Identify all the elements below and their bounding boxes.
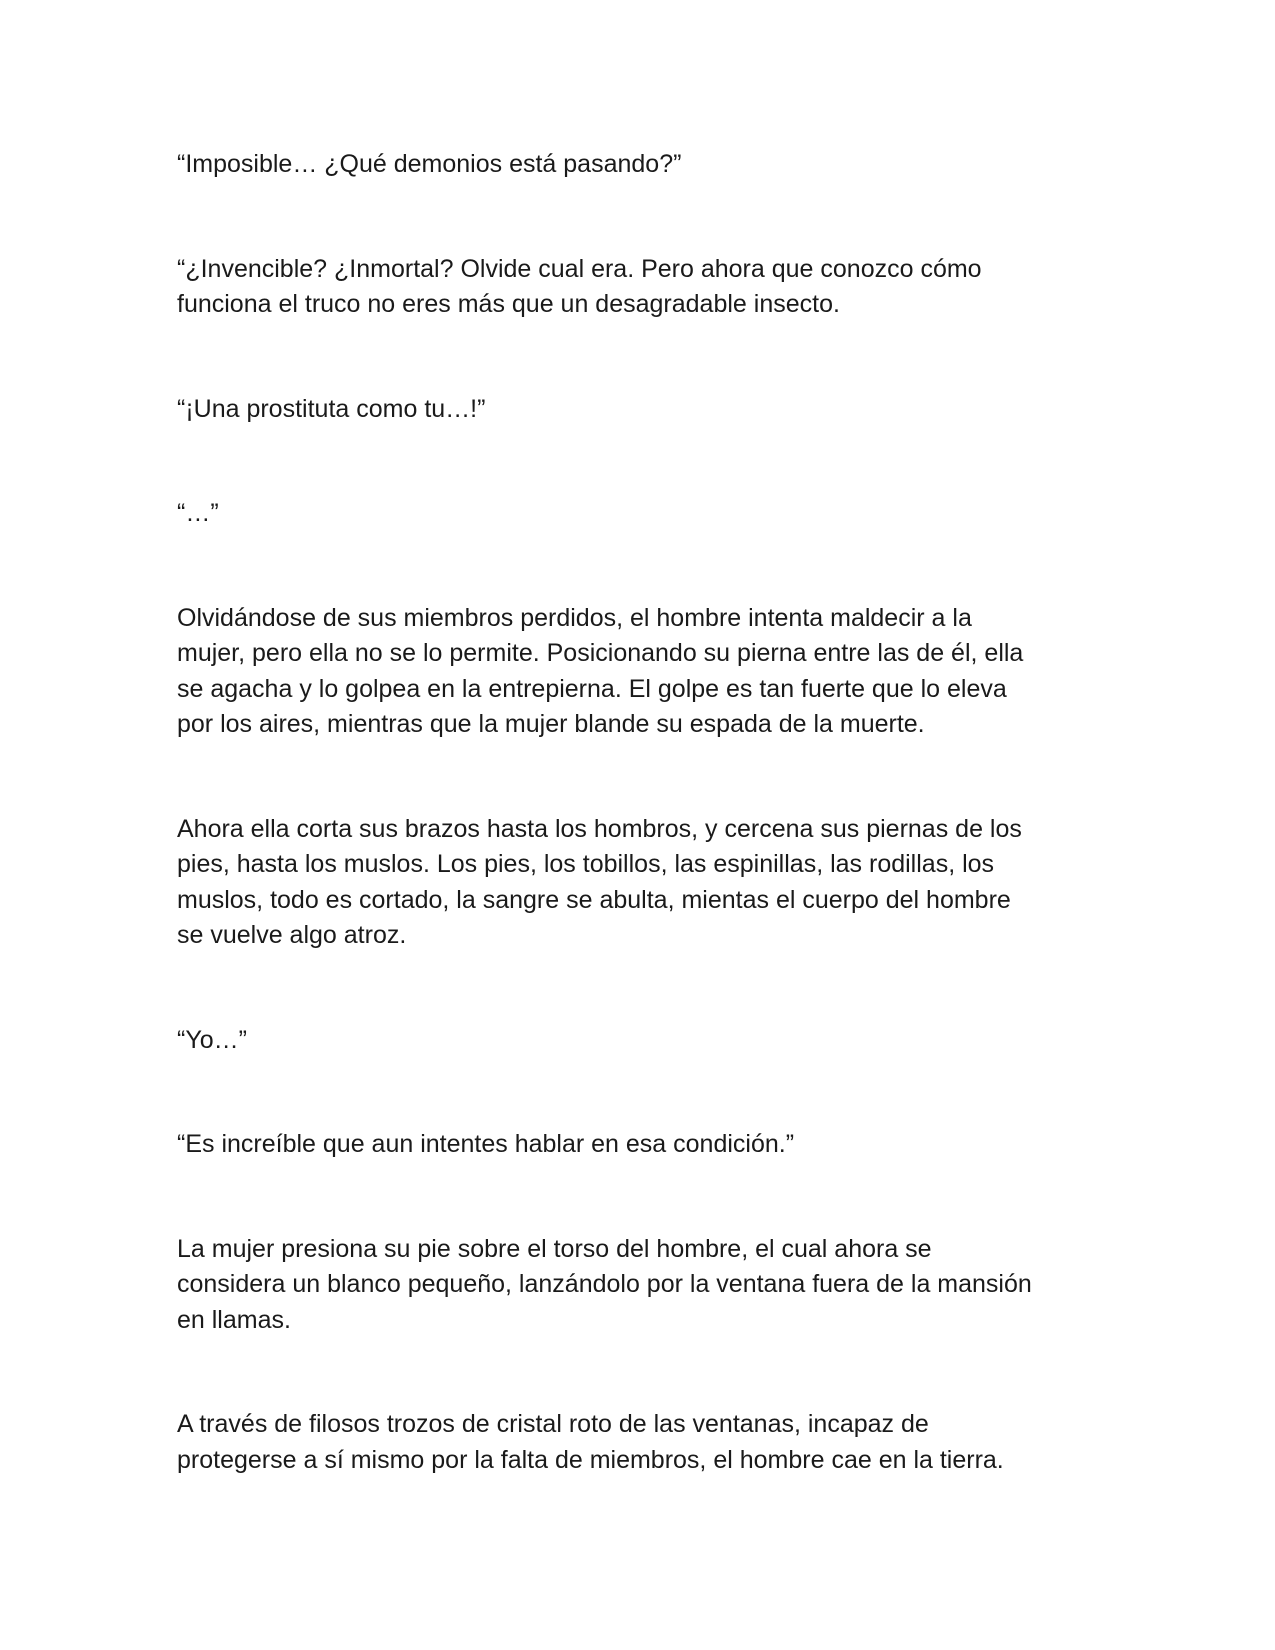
paragraph-7: “Yo…”: [177, 1025, 247, 1054]
paragraph-3: “¡Una prostituta como tu…!”: [177, 394, 486, 423]
paragraph-1: “Imposible… ¿Qué demonios está pasando?”: [177, 150, 682, 178]
paragraph-5: Olvidándose de sus miembros perdidos, el hombre intenta maldecir a la mujer, pero ella no se lo permite. Posicionando su pierna entre las de él, ella se agacha y lo golpea en la entrepierna. El golpe es tan fuerte que lo eleva por los aires, mientras que la mujer blande su espada de la muerte.: [177, 603, 1024, 738]
paragraph-8: “Es increíble que aun intentes hablar en esa condición.”: [177, 1130, 795, 1158]
paragraph-10: A través de filosos trozos de cristal roto de las ventanas, incapaz de protegerse a sí mismo por la falta de miembros, el hombre cae en la tierra.: [177, 1410, 1004, 1474]
paragraph-9: La mujer presiona su pie sobre el torso del hombre, el cual ahora se considera un blanco pequeño, lanzándolo por la ventana fuera de la mansión en llamas.: [177, 1234, 1032, 1334]
paragraph-4: “…”: [177, 499, 219, 527]
paragraph-2: “¿Invencible? ¿Inmortal? Olvide cual era. Pero ahora que conozco cómo funciona el truco no eres más que un desagradable insecto.: [177, 254, 982, 318]
document-body: [177, 147, 1097, 1478]
paragraph-6: Ahora ella corta sus brazos hasta los hombros, y cercena sus piernas de los pies, hasta los muslos. Los pies, los tobillos, las espinillas, las rodillas, los muslos, todo es cortado, la sangre se abulta, mientas el cuerpo del hombre se vuelve algo atroz.: [177, 814, 1022, 949]
